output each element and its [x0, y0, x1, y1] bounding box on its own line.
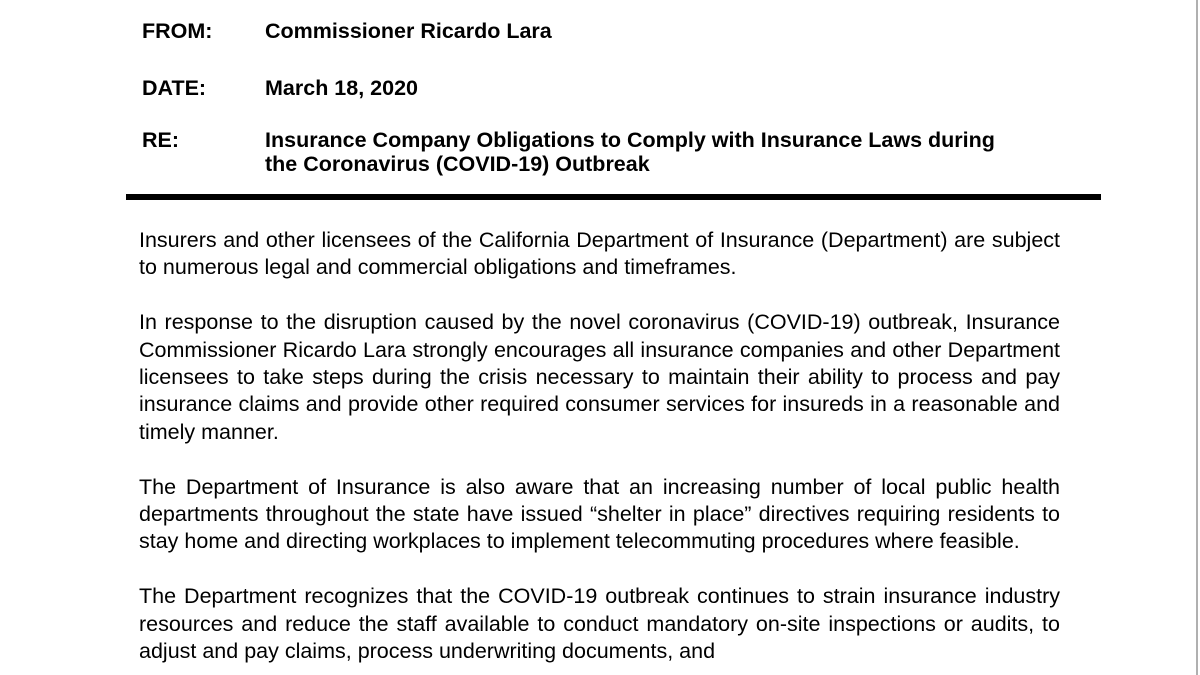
memo-paragraph: The Department of Insurance is also aware that an increasing number of local public health departments throughout the state have issued “shelter in place” directives requiring residents to stay home and directing workplaces to implement telecommuting procedures where feasible.	[139, 474, 1060, 554]
header-separator-rule	[126, 194, 1101, 200]
re-label: RE:	[142, 128, 180, 152]
from-value: Commissioner Ricardo Lara	[265, 19, 552, 43]
page-right-edge-line	[1196, 0, 1198, 675]
memo-paragraph: The Department recognizes that the COVID-19 outbreak continues to strain insurance industry resources and reduce the staff available to conduct mandatory on-site inspections or audits, to adjust and pay claims, process underwriting documents, and	[139, 584, 1060, 664]
date-value: March 18, 2020	[265, 76, 418, 100]
re-value: Insurance Company Obligations to Comply with Insurance Laws during the Coronavirus (COVID-19) Outbreak	[265, 128, 995, 177]
memo-body	[139, 227, 1060, 675]
date-label: DATE:	[142, 76, 207, 100]
from-label: FROM:	[142, 19, 213, 43]
memo-field-re	[142, 128, 1000, 176]
memo-field-from	[142, 19, 1000, 43]
memo-field-date	[142, 76, 1000, 100]
memo-paragraph: Insurers and other licensees of the California Department of Insurance (Department) are subject to numerous legal and commercial obligations and timeframes.	[139, 228, 1060, 280]
memo-paragraph: In response to the disruption caused by the novel coronavirus (COVID-19) outbreak, Insurance Commissioner Ricardo Lara strongly encourages all insurance companies and other Department licensees to take steps during the crisis necessary to maintain their ability to process and pay insurance claims and provide other required consumer services for insureds in a reasonable and timely manner.	[139, 310, 1060, 444]
